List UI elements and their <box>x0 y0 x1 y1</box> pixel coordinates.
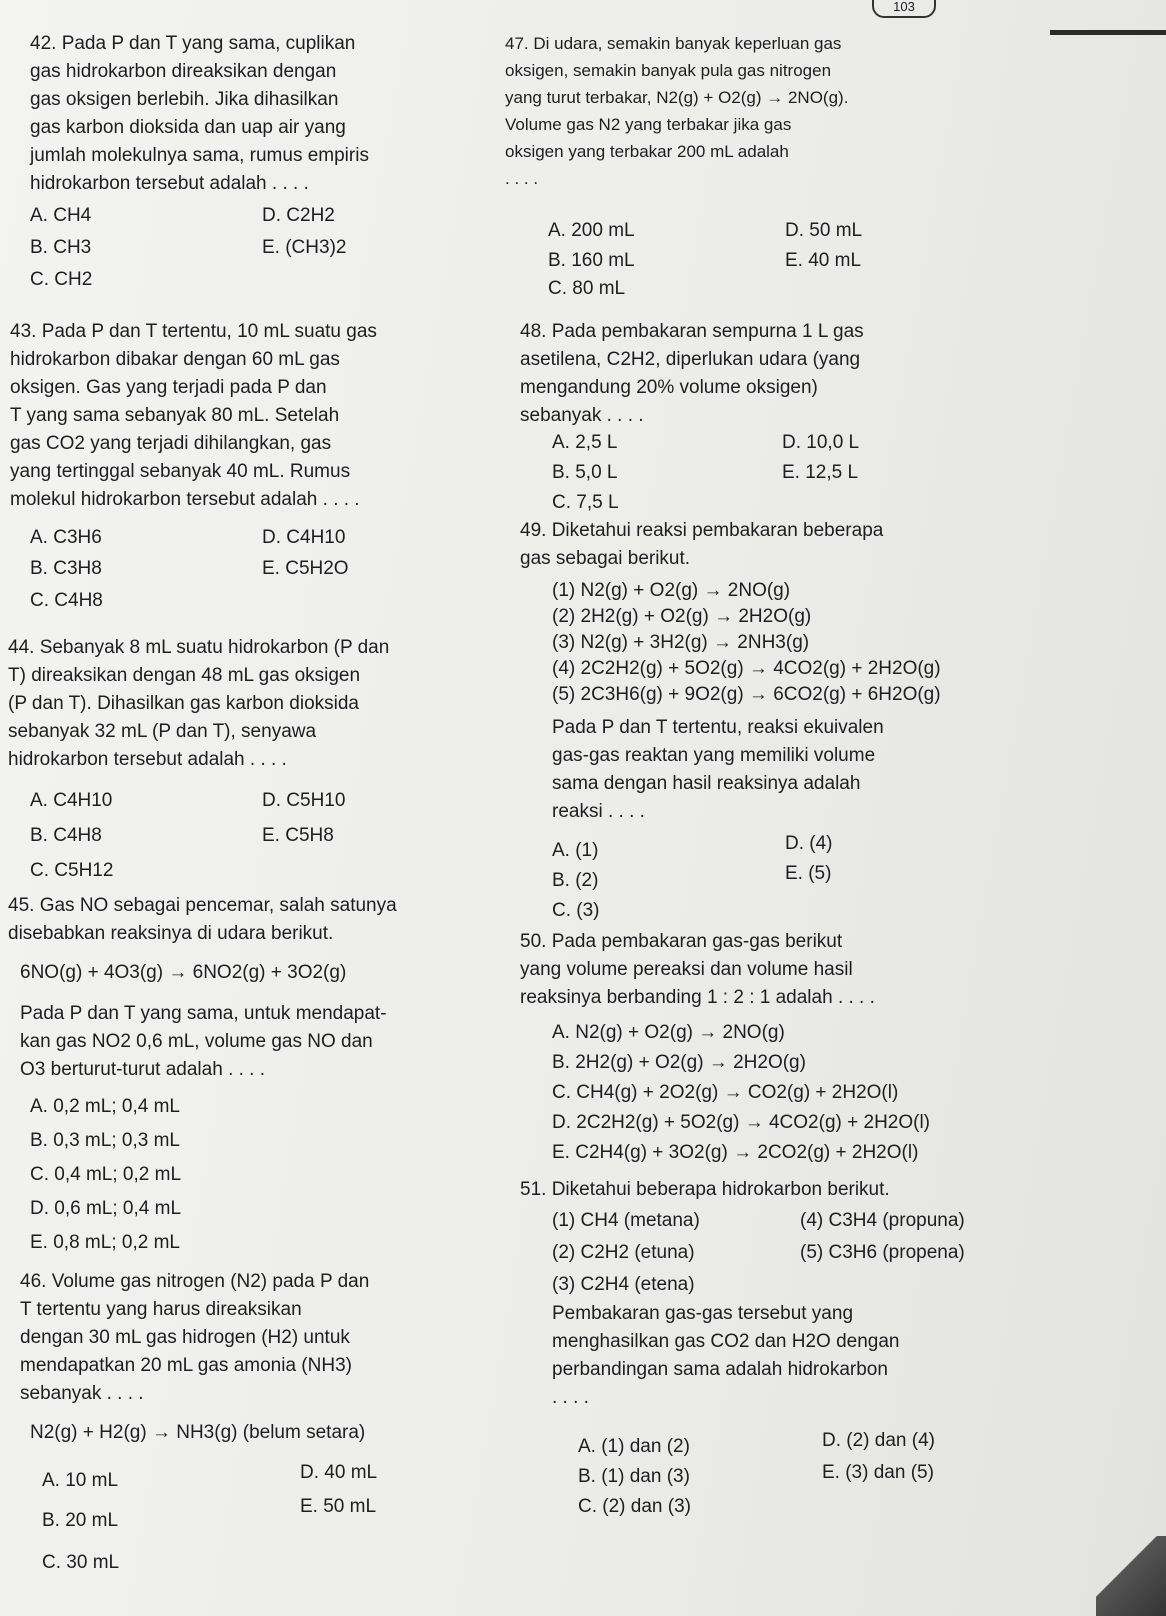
q48-option-d: D. 10,0 L <box>782 432 860 453</box>
q50-option-c: C. CH4(g) + 2O2(g) → CO2(g) + 2H2O(l) <box>552 1082 899 1103</box>
q50-option-b: B. 2H2(g) + O2(g) → 2H2O(g) <box>552 1052 806 1073</box>
q48-option-c: C. 7,5 L <box>552 492 619 513</box>
q51-line: 51. Diketahui beberapa hidrokarbon berikut. <box>520 1179 890 1200</box>
q42-line: jumlah molekulnya sama, rumus empiris <box>30 145 369 166</box>
q45-line: O3 berturut-turut adalah . . . . <box>20 1059 266 1080</box>
q42-option-c: C. CH2 <box>30 269 93 290</box>
q44-line: sebanyak 32 mL (P dan T), senyawa <box>8 721 317 742</box>
q49-line: reaksi . . . . <box>552 801 645 822</box>
q43-line: yang tertinggal sebanyak 40 mL. Rumus <box>10 461 351 482</box>
q48-option-b: B. 5,0 L <box>552 462 618 483</box>
q47-option-c: C. 80 mL <box>548 278 626 299</box>
q44-line: (P dan T). Dihasilkan gas karbon dioksida <box>8 693 359 714</box>
q42-line: gas karbon dioksida dan uap air yang <box>30 117 346 138</box>
q43-option-d: D. C4H10 <box>262 527 346 548</box>
q49-option-e: E. (5) <box>785 863 832 884</box>
q47-option-e: E. 40 mL <box>785 250 862 271</box>
q48-line: asetilena, C2H2, diperlukan udara (yang <box>520 349 861 370</box>
q48-option-e: E. 12,5 L <box>782 462 859 483</box>
q45-equation: 6NO(g) + 4O3(g) → 6NO2(g) + 3O2(g) <box>20 962 347 983</box>
q49-line: Pada P dan T tertentu, reaksi ekuivalen <box>552 717 884 738</box>
q43-line: gas CO2 yang terjadi dihilangkan, gas <box>10 433 332 454</box>
q50-line: 50. Pada pembakaran gas-gas berikut <box>520 931 843 952</box>
q42-line: 42. Pada P dan T yang sama, cuplikan <box>30 33 356 54</box>
q43-option-a: A. C3H6 <box>30 527 102 548</box>
q49-reaction-2: (2) 2H2(g) + O2(g) → 2H2O(g) <box>552 606 812 627</box>
q46-line: dengan 30 mL gas hidrogen (H2) untuk <box>20 1327 350 1348</box>
q45-option-e: E. 0,8 mL; 0,2 mL <box>30 1232 180 1253</box>
q49-option-d: D. (4) <box>785 833 833 854</box>
q48-line: mengandung 20% volume oksigen) <box>520 377 818 398</box>
q49-option-a: A. (1) <box>552 840 599 861</box>
header-rule <box>1050 30 1166 35</box>
q51-line: menghasilkan gas CO2 dan H2O dengan <box>552 1331 900 1352</box>
q49-reaction-1: (1) N2(g) + O2(g) → 2NO(g) <box>552 580 791 601</box>
page-corner-shadow <box>1096 1536 1166 1616</box>
q45-option-a: A. 0,2 mL; 0,4 mL <box>30 1096 180 1117</box>
q45-line: Pada P dan T yang sama, untuk mendapat- <box>20 1003 387 1024</box>
q51-option-e: E. (3) dan (5) <box>822 1462 934 1483</box>
q43-option-b: B. C3H8 <box>30 558 102 579</box>
q46-option-c: C. 30 mL <box>42 1552 120 1573</box>
q51-line: perbandingan sama adalah hidrokarbon <box>552 1359 888 1380</box>
q49-line: gas sebagai berikut. <box>520 548 691 569</box>
q47-line: oksigen, semakin banyak pula gas nitrogen <box>505 61 832 80</box>
q51-item-2: (2) C2H2 (etuna) <box>552 1242 695 1263</box>
q51-option-c: C. (2) dan (3) <box>578 1496 691 1517</box>
q49-line: sama dengan hasil reaksinya adalah <box>552 773 861 794</box>
q51-item-1: (1) CH4 (metana) <box>552 1210 700 1231</box>
q44-line: hidrokarbon tersebut adalah . . . . <box>8 749 287 770</box>
q49-line: gas-gas reaktan yang memiliki volume <box>552 745 876 766</box>
q47-option-a: A. 200 mL <box>548 220 635 241</box>
q45-option-d: D. 0,6 mL; 0,4 mL <box>30 1198 182 1219</box>
q47-line: yang turut terbakar, N2(g) + O2(g) → 2NO(g). <box>505 88 849 107</box>
q44-option-e: E. C5H8 <box>262 825 334 846</box>
q46-option-d: D. 40 mL <box>300 1462 378 1483</box>
q51-line: Pembakaran gas-gas tersebut yang <box>552 1303 854 1324</box>
q45-line: disebabkan reaksinya di udara berikut. <box>8 923 334 944</box>
q47-option-b: B. 160 mL <box>548 250 635 271</box>
q42-option-b: B. CH3 <box>30 237 92 258</box>
q49-option-b: B. (2) <box>552 870 599 891</box>
q43-line: T yang sama sebanyak 80 mL. Setelah <box>10 405 340 426</box>
q45-option-c: C. 0,4 mL; 0,2 mL <box>30 1164 182 1185</box>
q48-line: 48. Pada pembakaran sempurna 1 L gas <box>520 321 864 342</box>
q42-option-e: E. (CH3)2 <box>262 237 347 258</box>
q46-option-a: A. 10 mL <box>42 1470 119 1491</box>
q49-reaction-3: (3) N2(g) + 3H2(g) → 2NH3(g) <box>552 632 810 653</box>
q51-item-3: (3) C2H4 (etena) <box>552 1274 695 1295</box>
q44-line: 44. Sebanyak 8 mL suatu hidrokarbon (P dan <box>8 637 390 658</box>
q47-line: . . . . <box>505 169 539 188</box>
q50-line: reaksinya berbanding 1 : 2 : 1 adalah . . . . <box>520 987 875 1008</box>
q42-option-d: D. C2H2 <box>262 205 335 226</box>
q43-option-e: E. C5H2O <box>262 558 349 579</box>
q49-reaction-5: (5) 2C3H6(g) + 9O2(g) → 6CO2(g) + 6H2O(g) <box>552 684 941 705</box>
q46-line: T tertentu yang harus direaksikan <box>20 1299 302 1320</box>
q44-option-d: D. C5H10 <box>262 790 346 811</box>
q50-line: yang volume pereaksi dan volume hasil <box>520 959 853 980</box>
q47-option-d: D. 50 mL <box>785 220 863 241</box>
q44-option-b: B. C4H8 <box>30 825 102 846</box>
q46-line: 46. Volume gas nitrogen (N2) pada P dan <box>20 1271 370 1292</box>
q44-line: T) direaksikan dengan 48 mL gas oksigen <box>8 665 361 686</box>
q43-line: hidrokarbon dibakar dengan 60 mL gas <box>10 349 340 370</box>
q50-option-a: A. N2(g) + O2(g) → 2NO(g) <box>552 1022 785 1043</box>
q45-option-b: B. 0,3 mL; 0,3 mL <box>30 1130 180 1151</box>
q48-option-a: A. 2,5 L <box>552 432 618 453</box>
q46-option-e: E. 50 mL <box>300 1496 377 1517</box>
q43-line: oksigen. Gas yang terjadi pada P dan <box>10 377 327 398</box>
q51-option-a: A. (1) dan (2) <box>578 1436 690 1457</box>
q45-line: kan gas NO2 0,6 mL, volume gas NO dan <box>20 1031 373 1052</box>
page-number: 103 <box>872 0 936 18</box>
q43-line: 43. Pada P dan T tertentu, 10 mL suatu gas <box>10 321 377 342</box>
q42-line: gas oksigen berlebih. Jika dihasilkan <box>30 89 339 110</box>
q46-line: sebanyak . . . . <box>20 1383 144 1404</box>
q49-reaction-4: (4) 2C2H2(g) + 5O2(g) → 4CO2(g) + 2H2O(g) <box>552 658 941 679</box>
q49-line: 49. Diketahui reaksi pembakaran beberapa <box>520 520 884 541</box>
q46-equation: N2(g) + H2(g) → NH3(g) (belum setara) <box>30 1422 366 1443</box>
q44-option-c: C. C5H12 <box>30 860 114 881</box>
q48-line: sebanyak . . . . <box>520 405 644 426</box>
q45-line: 45. Gas NO sebagai pencemar, salah satunya <box>8 895 397 916</box>
q47-line: oksigen yang terbakar 200 mL adalah <box>505 142 789 161</box>
q51-option-d: D. (2) dan (4) <box>822 1430 935 1451</box>
q51-item-5: (5) C3H6 (propena) <box>800 1242 965 1263</box>
q51-line: . . . . <box>552 1387 589 1408</box>
q42-option-a: A. CH4 <box>30 205 92 226</box>
q43-line: molekul hidrokarbon tersebut adalah . . . . <box>10 489 360 510</box>
q51-item-4: (4) C3H4 (propuna) <box>800 1210 965 1231</box>
q49-option-c: C. (3) <box>552 900 600 921</box>
q42-line: hidrokarbon tersebut adalah . . . . <box>30 173 309 194</box>
q50-option-e: E. C2H4(g) + 3O2(g) → 2CO2(g) + 2H2O(l) <box>552 1142 919 1163</box>
q50-option-d: D. 2C2H2(g) + 5O2(g) → 4CO2(g) + 2H2O(l) <box>552 1112 931 1133</box>
q51-option-b: B. (1) dan (3) <box>578 1466 690 1487</box>
q42-line: gas hidrokarbon direaksikan dengan <box>30 61 337 82</box>
q47-line: 47. Di udara, semakin banyak keperluan gas <box>505 34 842 53</box>
q47-line: Volume gas N2 yang terbakar jika gas <box>505 115 792 134</box>
q46-option-b: B. 20 mL <box>42 1510 119 1531</box>
q44-option-a: A. C4H10 <box>30 790 113 811</box>
q43-option-c: C. C4H8 <box>30 590 103 611</box>
q46-line: mendapatkan 20 mL gas amonia (NH3) <box>20 1355 352 1376</box>
